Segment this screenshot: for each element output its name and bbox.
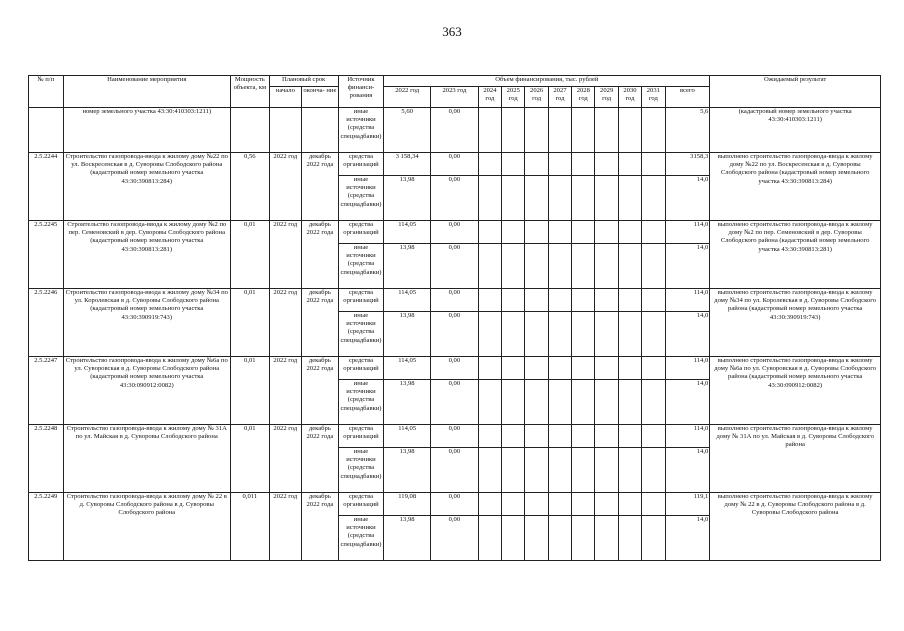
amount-2023: 0,00: [431, 108, 479, 153]
amount-2022: 114,05: [384, 425, 431, 448]
amount-2023: 0,00: [431, 493, 479, 516]
row-number: 2.5.2249: [29, 493, 64, 561]
header-year: 2022 год: [384, 87, 431, 108]
amount-2023: 0,00: [431, 357, 479, 380]
amount-total: 114,0: [665, 425, 710, 448]
capacity-value: 0,01: [231, 357, 270, 425]
measure-name: Строительство газопровода-ввода к жилому дому № 22 в д. Суворовы Слободского района в д. Суворовы Слободского района: [63, 493, 231, 561]
end-date: декабрь 2022 года: [302, 357, 339, 425]
header-year: 2029 год: [595, 87, 618, 108]
start-date: 2022 год: [269, 289, 301, 357]
funding-source: иные источники (средства спецнадбавки): [338, 244, 384, 289]
header-plan-period: Плановый срок: [269, 76, 338, 87]
table-row: [29, 289, 881, 312]
funding-source: средства организаций: [338, 221, 384, 244]
amount-2022: 13,98: [384, 516, 431, 561]
amount-total: 14,0: [665, 176, 710, 221]
amount-2022: 5,60: [384, 108, 431, 153]
funding-source: средства организаций: [338, 357, 384, 380]
financing-table: [28, 75, 881, 561]
start-date: 2022 год: [269, 425, 301, 493]
header-total: всего: [665, 87, 710, 108]
capacity-value: 0,56: [231, 153, 270, 221]
capacity-value: 0,011: [231, 493, 270, 561]
amount-2022: 13,98: [384, 312, 431, 357]
header-year: 2023 год: [431, 87, 479, 108]
row-number: 2.5.2248: [29, 425, 64, 493]
amount-2022: 3 158,34: [384, 153, 431, 176]
measure-name: Строительство газопровода-ввода к жилому дому №6а по ул. Суворовская в д. Суворовы Слободского района (кадастровый номер земельного участка 43:30:090912:0082): [63, 357, 231, 425]
measure-name: Строительство газопровода-ввода к жилому дому №34 по ул. Королевская в д. Суворовы Слободского района (кадастровый номер земельного участка 43:30:390919:743): [63, 289, 231, 357]
amount-total: 14,0: [665, 516, 710, 561]
amount-2022: 13,98: [384, 176, 431, 221]
start-date: 2022 год: [269, 493, 301, 561]
page-number: 363: [442, 24, 462, 39]
measure-name: Строительство газопровода-ввода к жилому дому №2 по пер. Семеновский в дер. Суворовы Слободского района (кадастровый номер земельного участка 43:30:390813:281): [63, 221, 231, 289]
capacity-value: 0,01: [231, 289, 270, 357]
amount-2022: 114,05: [384, 221, 431, 244]
funding-source: иные источники (средства спецнадбавки): [338, 448, 384, 493]
table-row: [29, 425, 881, 448]
funding-source: средства организаций: [338, 289, 384, 312]
amount-2023: 0,00: [431, 289, 479, 312]
amount-total: 3158,3: [665, 153, 710, 176]
amount-2022: 119,08: [384, 493, 431, 516]
amount-total: 5,6: [665, 108, 710, 153]
start-date: 2022 год: [269, 153, 301, 221]
header-end: оконча- ние: [302, 87, 339, 108]
amount-2022: 13,98: [384, 244, 431, 289]
expected-result: выполнено строительство газопровода-ввода к жилому дому № 22 в д. Суворовы Слободского района в д. Суворовы Слободского района: [710, 493, 881, 561]
amount-2023: 0,00: [431, 176, 479, 221]
header-year: 2026 год: [525, 87, 548, 108]
header-capacity: Мощность объекта, км: [231, 76, 270, 108]
table-row: [29, 357, 881, 380]
funding-source: иные источники (средства спецнадбавки): [338, 312, 384, 357]
end-date: декабрь 2022 года: [302, 221, 339, 289]
amount-2023: 0,00: [431, 380, 479, 425]
table-row-continuation: [29, 108, 881, 153]
amount-2023: 0,00: [431, 516, 479, 561]
amount-total: 14,0: [665, 380, 710, 425]
row-number: 2.5.2246: [29, 289, 64, 357]
end-date: декабрь 2022 года: [302, 425, 339, 493]
amount-2022: 13,98: [384, 380, 431, 425]
funding-source: средства организаций: [338, 425, 384, 448]
expected-result: выполнено строительство газопровода-ввода к жилому дому №22 по ул. Воскресенская в д. Суворовы Слободского района (кадастровый номер земельного участка 43:30:390813:284): [710, 153, 881, 221]
amount-total: 119,1: [665, 493, 710, 516]
table-row: [29, 493, 881, 516]
header-volume: Объем финансирования, тыс. рублей: [384, 76, 710, 87]
funding-source: иные источники (средства спецнадбавки): [338, 176, 384, 221]
header-num: № п/п: [29, 76, 64, 108]
table-row: [29, 153, 881, 176]
measure-name: Строительство газопровода-ввода к жилому дому №22 по ул. Воскресенская в д. Суворовы Слободского района (кадастровый номер земельного участка 43:30:390813:284): [63, 153, 231, 221]
amount-total: 114,0: [665, 289, 710, 312]
row-number: 2.5.2244: [29, 153, 64, 221]
header-year: 2030 год: [618, 87, 641, 108]
funding-source: средства организаций: [338, 493, 384, 516]
end-date: декабрь 2022 года: [302, 493, 339, 561]
amount-total: 114,0: [665, 357, 710, 380]
end-date: декабрь 2022 года: [302, 153, 339, 221]
funding-source: иные источники (средства спецнадбавки): [338, 516, 384, 561]
header-start: начало: [269, 87, 301, 108]
row-number: 2.5.2247: [29, 357, 64, 425]
amount-2022: 114,05: [384, 289, 431, 312]
end-date: декабрь 2022 года: [302, 289, 339, 357]
expected-result: (кадастровый номер земельного участка 43:30:410303:1211): [710, 108, 881, 153]
expected-result: выполнено строительство газопровода-ввода к жилому дому №34 по ул. Королевская в д. Суворовы Слободского района (кадастровый номер земельного участка 43:30:390919:743): [710, 289, 881, 357]
amount-total: 14,0: [665, 244, 710, 289]
amount-total: 14,0: [665, 312, 710, 357]
expected-result: выполнено строительство газопровода-ввода к жилому дому №2 по пер. Семеновский в дер. Суворовы Слободского района (кадастровый номер земельного участка 43:30:390813:281): [710, 221, 881, 289]
header-source: Источник финанси- рования: [338, 76, 384, 108]
table-header: [29, 76, 881, 108]
expected-result: выполнено строительство газопровода-ввода к жилому дому №6а по ул. Суворовская в д. Суворовы Слободского района (кадастровый номер земельного участка 43:30:090912:0082): [710, 357, 881, 425]
header-name: Наименование мероприятия: [63, 76, 231, 108]
header-year: 2027 год: [548, 87, 571, 108]
table-body: [29, 108, 881, 561]
header-year: 2031 год: [642, 87, 665, 108]
header-year: 2024 год: [478, 87, 501, 108]
start-date: 2022 год: [269, 357, 301, 425]
amount-2022: 114,05: [384, 357, 431, 380]
amount-total: 114,0: [665, 221, 710, 244]
amount-2023: 0,00: [431, 153, 479, 176]
header-result: Ожидаемый результат: [710, 76, 881, 108]
row-number: 2.5.2245: [29, 221, 64, 289]
header-year: 2028 год: [572, 87, 595, 108]
measure-name: номер земельного участка 43:30:410303:1211): [63, 108, 231, 153]
table-row: [29, 221, 881, 244]
header-year: 2025 год: [502, 87, 525, 108]
amount-2023: 0,00: [431, 425, 479, 448]
funding-source: иные источники (средства спецнадбавки): [338, 108, 384, 153]
amount-2023: 0,00: [431, 221, 479, 244]
capacity-value: 0,01: [231, 221, 270, 289]
capacity-value: 0,01: [231, 425, 270, 493]
start-date: 2022 год: [269, 221, 301, 289]
funding-source: иные источники (средства спецнадбавки): [338, 380, 384, 425]
amount-2023: 0,00: [431, 448, 479, 493]
funding-source: средства организаций: [338, 153, 384, 176]
amount-2023: 0,00: [431, 312, 479, 357]
amount-2022: 13,98: [384, 448, 431, 493]
expected-result: выполнено строительство газопровода-ввода к жилому дому № 31А по ул. Майская в д. Суворовы Слободского района: [710, 425, 881, 493]
amount-2023: 0,00: [431, 244, 479, 289]
amount-total: 14,0: [665, 448, 710, 493]
measure-name: Строительство газопровода-ввода к жилому дому № 31А по ул. Майская в д. Суворовы Слободского района: [63, 425, 231, 493]
